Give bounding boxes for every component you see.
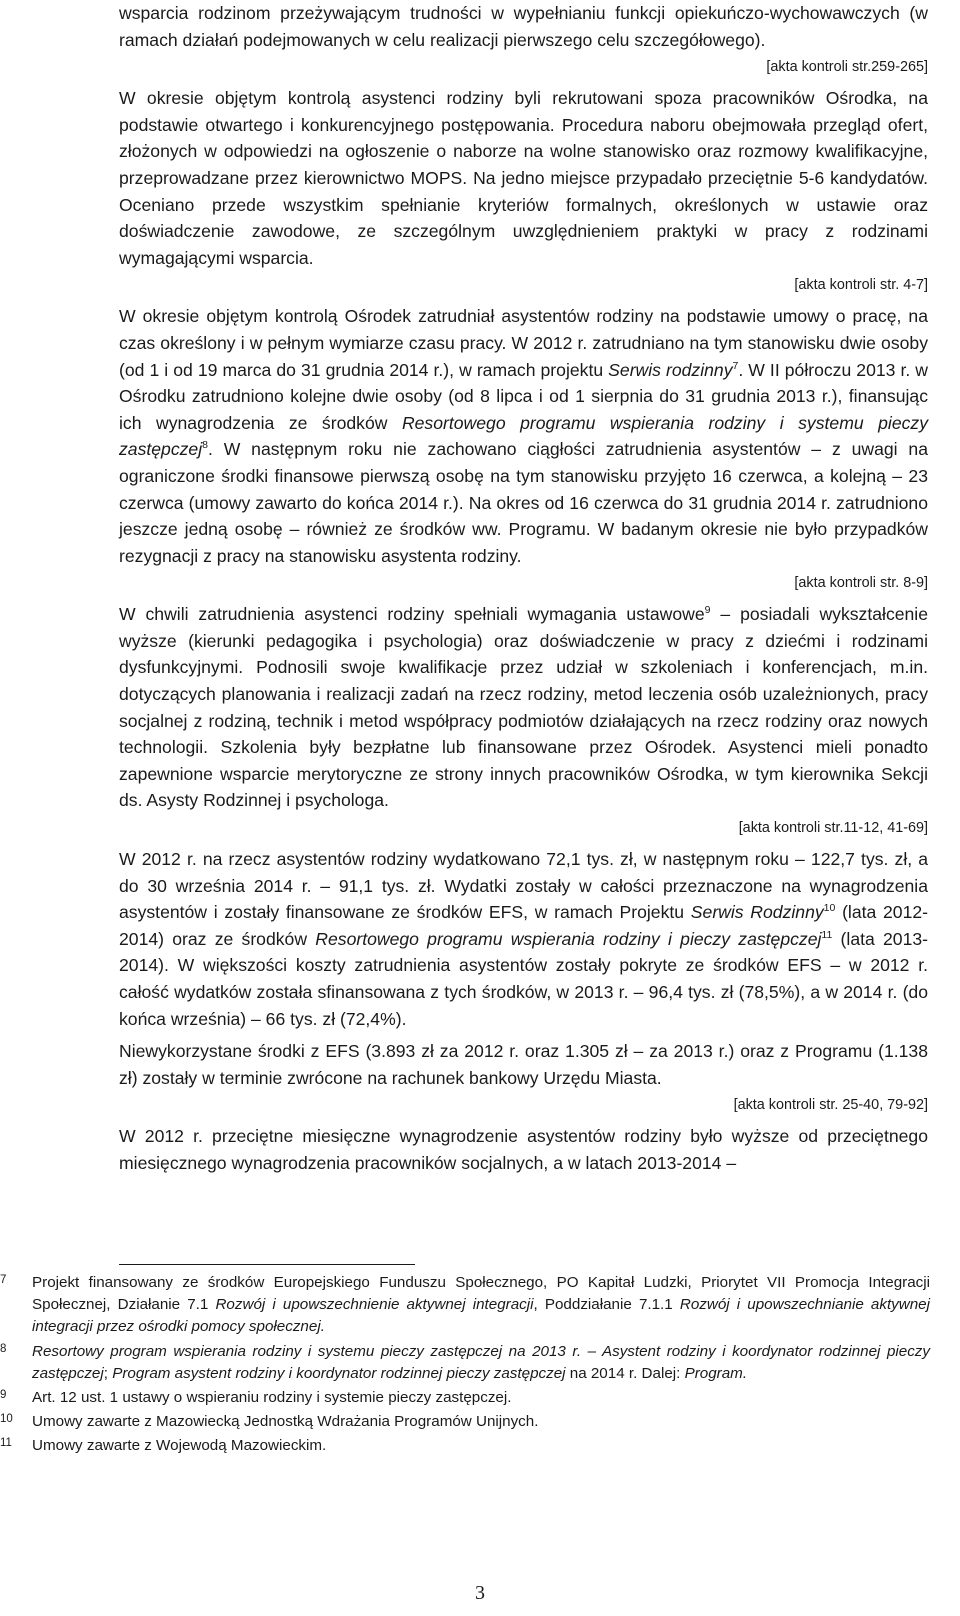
- paragraph: wsparcia rodzinom przeżywającym trudności w wypełnianiu funkcji opiekuńczo-wychowawczych (w ramach działań podejmowanych w celu realizacji pierwszego celu szczegółowego).: [119, 3, 928, 50]
- text-run: Art. 12 ust. 1 ustawy o wspieraniu rodziny i systemie pieczy zastępczej.: [32, 1389, 512, 1407]
- text-run: Umowy zawarte z Mazowiecką Jednostką Wdrażania Programów Unijnych.: [32, 1413, 539, 1431]
- text-run: (lata 2012-2014) oraz ze środków: [119, 902, 929, 949]
- text-run: . W następnym roku nie zachowano ciągłości zatrudnienia asystentów – z uwagi na ograniczone środki finansowe pierwszą osobę na tym stanowisku przyjęto 16 czerwca, a kolejną – 23 czerwca (umowy zawarto do końca 2014 r.). Na okres od 16 czerwca do 31 grudnia 2014 r. zatrudniono jeszcze jedną osobę – również ze środków ww. Programu. W badanym okresie nie było przypadków rezygnacji z pracy na stanowisku asystenta rodziny.: [119, 439, 928, 566]
- footnote-number: 11: [0, 1437, 12, 1450]
- italic-text: Resortowego programu wspierania rodziny i systemu pieczy zastępczej: [119, 412, 929, 460]
- text-run: . W II półroczu 2013 r. w Ośrodku zatrudniono kolejne dwie osoby (od 8 lipca i od 1 sierpnia do 31 grudnia 2013 r.), finansując ich wynagrodzenia ze środków: [119, 359, 928, 433]
- audit-reference: [akta kontroli str.259-265]: [766, 59, 928, 76]
- page-number: 3: [475, 1582, 485, 1604]
- footnote-text: [32, 1387, 930, 1409]
- text-run: na 2014 r. Dalej:: [565, 1364, 685, 1382]
- paragraph: [119, 601, 928, 814]
- paragraph: Niewykorzystane środki z EFS (3.893 zł za 2012 r. oraz 1.305 zł – za 2013 r.) oraz z Programu (1.138 zł) zostały w terminie zwrócone na rachunek bankowy Urzędu Miasta.: [119, 1041, 928, 1088]
- italic-text: Serwis rodzinny: [608, 359, 733, 380]
- footnote-reference: 7: [732, 359, 739, 372]
- footnote-reference: 8: [202, 439, 208, 452]
- footnote-reference: 10: [823, 902, 836, 915]
- text-run: , Poddziałanie 7.1.1: [533, 1296, 680, 1314]
- paragraph: [119, 846, 928, 1032]
- footnote: [0, 1341, 930, 1385]
- audit-reference: [akta kontroli str. 4-7]: [794, 277, 928, 294]
- text-run: W okresie objętym kontrolą Ośrodek zatrudniał asystentów rodziny na podstawie umowy o pracę, na czas określony i w pełnym wymiarze czasu pracy. W 2012 r. zatrudniano na tym stanowisku dwie osoby (od 1 i od 19 marca do 31 grudnia 2014 r.), w ramach projektu: [119, 306, 928, 380]
- audit-reference: [akta kontroli str. 25-40, 79-92]: [733, 1097, 928, 1114]
- footnote-reference: 11: [821, 928, 833, 941]
- italic-text: Rozwój i upowszechnienie aktywnej integracji: [215, 1296, 534, 1314]
- footnote-reference: 9: [704, 604, 711, 617]
- footnote-text: [32, 1435, 930, 1457]
- footnote-number: 7: [0, 1274, 7, 1286]
- document-body: [119, 0, 928, 1177]
- text-run: Umowy zawarte z Wojewodą Mazowieckim.: [32, 1437, 327, 1455]
- text-run: W 2012 r. na rzecz asystentów rodziny wydatkowano 72,1 tys. zł, w następnym roku – 122,7 tys. zł, a do 30 września 2014 r. – 91,1 tys. zł. Wydatki zostały w całości przeznaczone na wynagrodzenia asystentów i zostały finansowane ze środków EFS, w ramach Projektu: [119, 849, 928, 923]
- italic-text: Rozwój i upowszechnianie aktywnej integracji przez ośrodki pomocy społecznej.: [32, 1296, 930, 1336]
- footnote-text: [32, 1341, 930, 1385]
- footnotes: [0, 1272, 930, 1458]
- audit-reference: [akta kontroli str. 8-9]: [794, 575, 928, 592]
- paragraph: [119, 303, 928, 569]
- footnote: [0, 1435, 930, 1457]
- italic-text: Serwis Rodzinny: [690, 902, 824, 923]
- footnote-text: [32, 1272, 930, 1339]
- text-run: (lata 2013-2014). W większości koszty zatrudnienia asystentów zostały pokryte ze środków EFS – w 2012 r. całość wydatków została sfinansowana z tych środków, w 2013 r. – 96,4 tys. zł (78,5%), a w 2014 r. (do końca września) – 66 tys. zł (72,4%).: [119, 928, 929, 1029]
- paragraph: W 2012 r. przeciętne miesięczne wynagrodzenie asystentów rodziny było wyższe od przeciętnego miesięcznego wynagrodzenia pracowników socjalnych, a w latach 2013-2014 –: [119, 1126, 928, 1173]
- paragraph: W okresie objętym kontrolą asystenci rodziny byli rekrutowani spoza pracowników Ośrodka, na podstawie otwartego i konkurencyjnego postępowania. Procedura naboru obejmowała przegląd ofert, złożonych w odpowiedzi na ogłoszenie o naborze na wolne stanowisko oraz rozmowy kwalifikacyjne, przeprowadzane przez kierownictwo MOPS. Na jedno miejsce przypadało przeciętnie 5-6 kandydatów. Oceniano przede wszystkim spełnianie kryteriów formalnych, określonych w ustawie oraz doświadczenie zawodowe, ze szczególnym uwzględnieniem praktyki w pracy z rodzinami wymagającymi wsparcia.: [119, 88, 928, 268]
- italic-text: Resortowego programu wspierania rodziny i pieczy zastępczej: [315, 928, 822, 949]
- text-run: W chwili zatrudnienia asystenci rodziny spełniali wymagania ustawowe: [119, 604, 705, 625]
- text-run: ;: [103, 1364, 113, 1382]
- footnote-number: 10: [0, 1413, 13, 1426]
- footnote-text: [32, 1411, 930, 1433]
- italic-text: Program.: [684, 1364, 748, 1382]
- audit-reference: [akta kontroli str.11-12, 41-69]: [738, 820, 928, 837]
- text-run: Projekt finansowany ze środków Europejskiego Funduszu Społecznego, PO Kapitał Ludzki, Priorytet VII Promocja Integracji Społecznej, Działanie 7.1: [32, 1274, 930, 1314]
- text-run: – posiadali wykształcenie wyższe (kierunki pedagogika i psychologia) oraz doświadczenie w pracy z dziećmi i rodzinami dysfunkcyjnymi. Podnosili swoje kwalifikacje przez udział w szkoleniach i konferencjach, m.in. dotyczących planowania i realizacji zadań na rzecz rodziny, metod leczenia osób uzależnionych, pracy socjalnej z rodziną, technik i metod współpracy podmiotów działających na rzecz rodziny oraz nowych technologii. Szkolenia były bezpłatne lub finansowane przez Ośrodek. Asystenci mieli ponadto zapewnione wsparcie merytoryczne ze strony innych pracowników Ośrodka, w tym kierownika Sekcji ds. Asysty Rodzinnej i psychologa.: [119, 604, 928, 811]
- footnote-number: 8: [0, 1342, 7, 1355]
- italic-text: Program asystent rodziny i koordynator rodzinnej pieczy zastępczej: [112, 1364, 566, 1382]
- italic-text: Resortowy program wspierania rodziny i systemu pieczy zastępczej na 2013 r. – Asystent rodziny i koordynator rodzinnej pieczy zastępczej: [32, 1342, 930, 1382]
- footnote: [0, 1411, 930, 1433]
- footnote: [0, 1272, 930, 1339]
- footnote-separator: [119, 1264, 415, 1265]
- footnote: [0, 1387, 930, 1409]
- footnote-number: 9: [0, 1389, 7, 1402]
